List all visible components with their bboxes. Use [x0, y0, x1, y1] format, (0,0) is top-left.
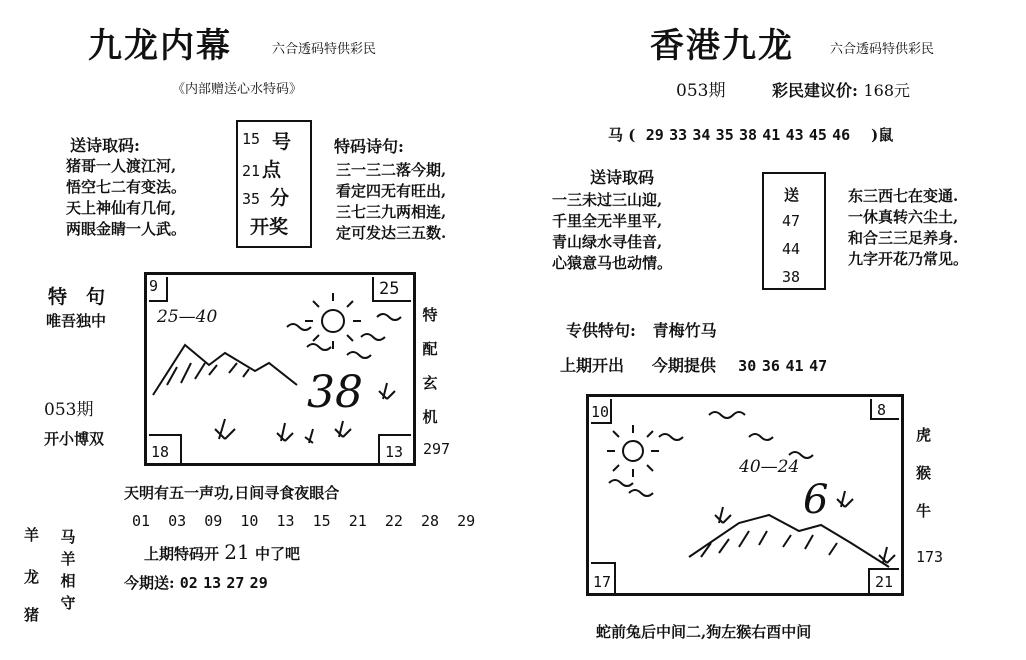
today-number: 47	[809, 357, 828, 375]
corner-number: 18	[151, 443, 170, 461]
horse-number: 41	[762, 126, 781, 144]
zhuan-text: 青梅竹马	[652, 321, 717, 340]
special-poem-line: 定可发达三五数.	[336, 224, 447, 242]
today-number: 41	[785, 357, 804, 375]
kai-text: 开小博双	[44, 430, 105, 448]
last-period-line	[144, 540, 300, 564]
horse-number: 43	[785, 126, 804, 144]
price-line	[772, 78, 910, 101]
price-value: 168元	[863, 81, 911, 100]
left-poem-line: 猪哥一人渡江河,	[66, 157, 177, 175]
vert-animal: 龙	[24, 568, 40, 586]
left-poem	[66, 156, 186, 240]
vert-animal: 羊	[24, 526, 40, 544]
numbers-row	[132, 512, 475, 530]
side-animal: 牛	[916, 502, 932, 520]
last-label: 上期开出	[560, 356, 625, 375]
left-poem-line: 悟空七二有变法。	[66, 178, 187, 196]
number: 03	[168, 512, 187, 530]
last-period-suffix: 中了吧	[254, 545, 300, 563]
special-heading: 特码诗句:	[334, 137, 404, 156]
big-number: 6	[803, 477, 829, 523]
horse-number: 38	[738, 126, 758, 144]
right-poem2-line: 和合三三足养身.	[848, 229, 959, 247]
right-poem-heading: 送诗取码	[590, 168, 655, 187]
send-box-item: 47	[782, 212, 801, 230]
right-issue: 053期	[676, 81, 726, 101]
right-poem2-line: 一休真转六尘土,	[848, 208, 959, 226]
corner-number: 17	[593, 573, 612, 591]
send-box-item: 44	[782, 240, 801, 258]
side-animal: 猴	[916, 464, 932, 482]
right-sketch-lines	[589, 397, 901, 593]
side-animal: 虎	[916, 426, 932, 444]
left-tagline: 六合透码特供彩民	[272, 42, 377, 57]
corner-number: 10	[591, 403, 610, 421]
box-word: 分	[270, 187, 290, 209]
left-poem-line: 两眼金睛一人武。	[66, 220, 187, 238]
zhuan-line	[566, 318, 717, 341]
right-poem-line: 青山绿水寻佳音,	[552, 233, 663, 251]
today-number: 29	[249, 574, 268, 592]
special-poem-line: 三七三九两相连,	[336, 203, 447, 221]
number: 28	[421, 512, 440, 530]
horse-number: 29	[645, 126, 664, 144]
last-period-number: 21	[224, 540, 250, 564]
left-title: 九龙内幕	[88, 26, 232, 66]
right-poem-line: 一三未过三山迎,	[552, 191, 663, 209]
box-word: 号	[272, 131, 292, 153]
left-poem-line: 天上神仙有几何,	[66, 199, 177, 217]
horse-label: 马	[608, 126, 624, 144]
vert-phrase: 马羊相守	[60, 528, 76, 612]
box-bottom-text: 开奖	[250, 216, 289, 238]
range-text: 40—24	[739, 457, 800, 477]
today-number: 27	[226, 574, 245, 592]
number: 01	[132, 512, 151, 530]
today-label: 今期提供	[651, 356, 716, 375]
te-ju-sub: 唯吾独中	[46, 312, 107, 330]
right-title: 香港九龙	[650, 26, 794, 66]
today-number: 02	[179, 574, 198, 592]
today-number: 30	[738, 357, 757, 375]
horse-number: 33	[669, 126, 688, 144]
right-drawing	[586, 394, 904, 596]
today-number: 36	[761, 357, 780, 375]
right-poem2-line: 东三西七在变通.	[848, 187, 959, 205]
left-drawing	[144, 272, 416, 466]
corner-number: 21	[875, 573, 894, 591]
send-box-item: 38	[782, 268, 801, 286]
clue-line: 天明有五一声功,日间寻食夜眼合	[124, 484, 340, 502]
number: 09	[204, 512, 223, 530]
today-number: 13	[203, 574, 222, 592]
right-poem-line: 千里全无半里平,	[552, 212, 663, 230]
horse-number: 34	[692, 126, 711, 144]
box-number: 21	[242, 162, 261, 180]
left-poem-heading: 送诗取码:	[70, 136, 140, 155]
side-label: 特配玄机	[422, 306, 438, 426]
right-poem2-line: 九字开花乃常见。	[848, 250, 969, 268]
corner-number: 9	[149, 277, 159, 295]
corner-number: 25	[379, 279, 400, 299]
today-line	[124, 572, 268, 593]
last-today-line	[560, 353, 827, 376]
right-tagline: 六合透码特供彩民	[830, 42, 935, 57]
range-text: 25—40	[157, 307, 218, 327]
right-poem	[552, 190, 672, 274]
send-box-item: 送	[784, 186, 800, 204]
number: 13	[276, 512, 295, 530]
special-poem-line: 三一三二落今期,	[336, 161, 447, 179]
rat-label: 鼠	[878, 126, 894, 144]
last-period-prefix: 上期特码开	[144, 545, 220, 563]
left-issue: 053期	[44, 400, 94, 420]
vert-animal: 猪	[24, 606, 40, 624]
te-ju-label: 特 句	[48, 286, 106, 308]
number: 21	[348, 512, 367, 530]
right-poem2	[848, 186, 968, 270]
corner-number: 8	[877, 401, 887, 419]
number: 15	[312, 512, 331, 530]
number: 29	[457, 512, 476, 530]
horse-number: 35	[715, 126, 734, 144]
number: 10	[240, 512, 259, 530]
big-number: 38	[307, 367, 363, 418]
right-poem-line: 心猿意马也动情。	[552, 254, 673, 272]
right-side-number: 173	[916, 548, 944, 566]
left-side-number: 297	[423, 440, 451, 458]
today-label: 今期送:	[124, 574, 175, 592]
bottom-clue: 蛇前兔后中间二,狗左猴右酉中间	[596, 623, 812, 641]
horse-line: 马 ( 29 33 34 35 38 41 43 45 46 )鼠	[608, 126, 894, 144]
box-number: 15	[242, 130, 261, 148]
box-number: 35	[242, 190, 261, 208]
corner-number: 13	[385, 443, 404, 461]
price-label: 彩民建议价:	[772, 81, 858, 100]
left-sketch-lines	[147, 275, 413, 463]
zhuan-label: 专供特句:	[566, 321, 636, 340]
special-poem	[336, 160, 446, 244]
horse-number: 46	[832, 126, 851, 144]
special-poem-line: 看定四无有旺出,	[336, 182, 447, 200]
box-word: 点	[262, 159, 282, 181]
horse-number: 45	[808, 126, 827, 144]
number: 22	[384, 512, 403, 530]
left-subtitle: 《内部赠送心水特码》	[172, 82, 303, 97]
